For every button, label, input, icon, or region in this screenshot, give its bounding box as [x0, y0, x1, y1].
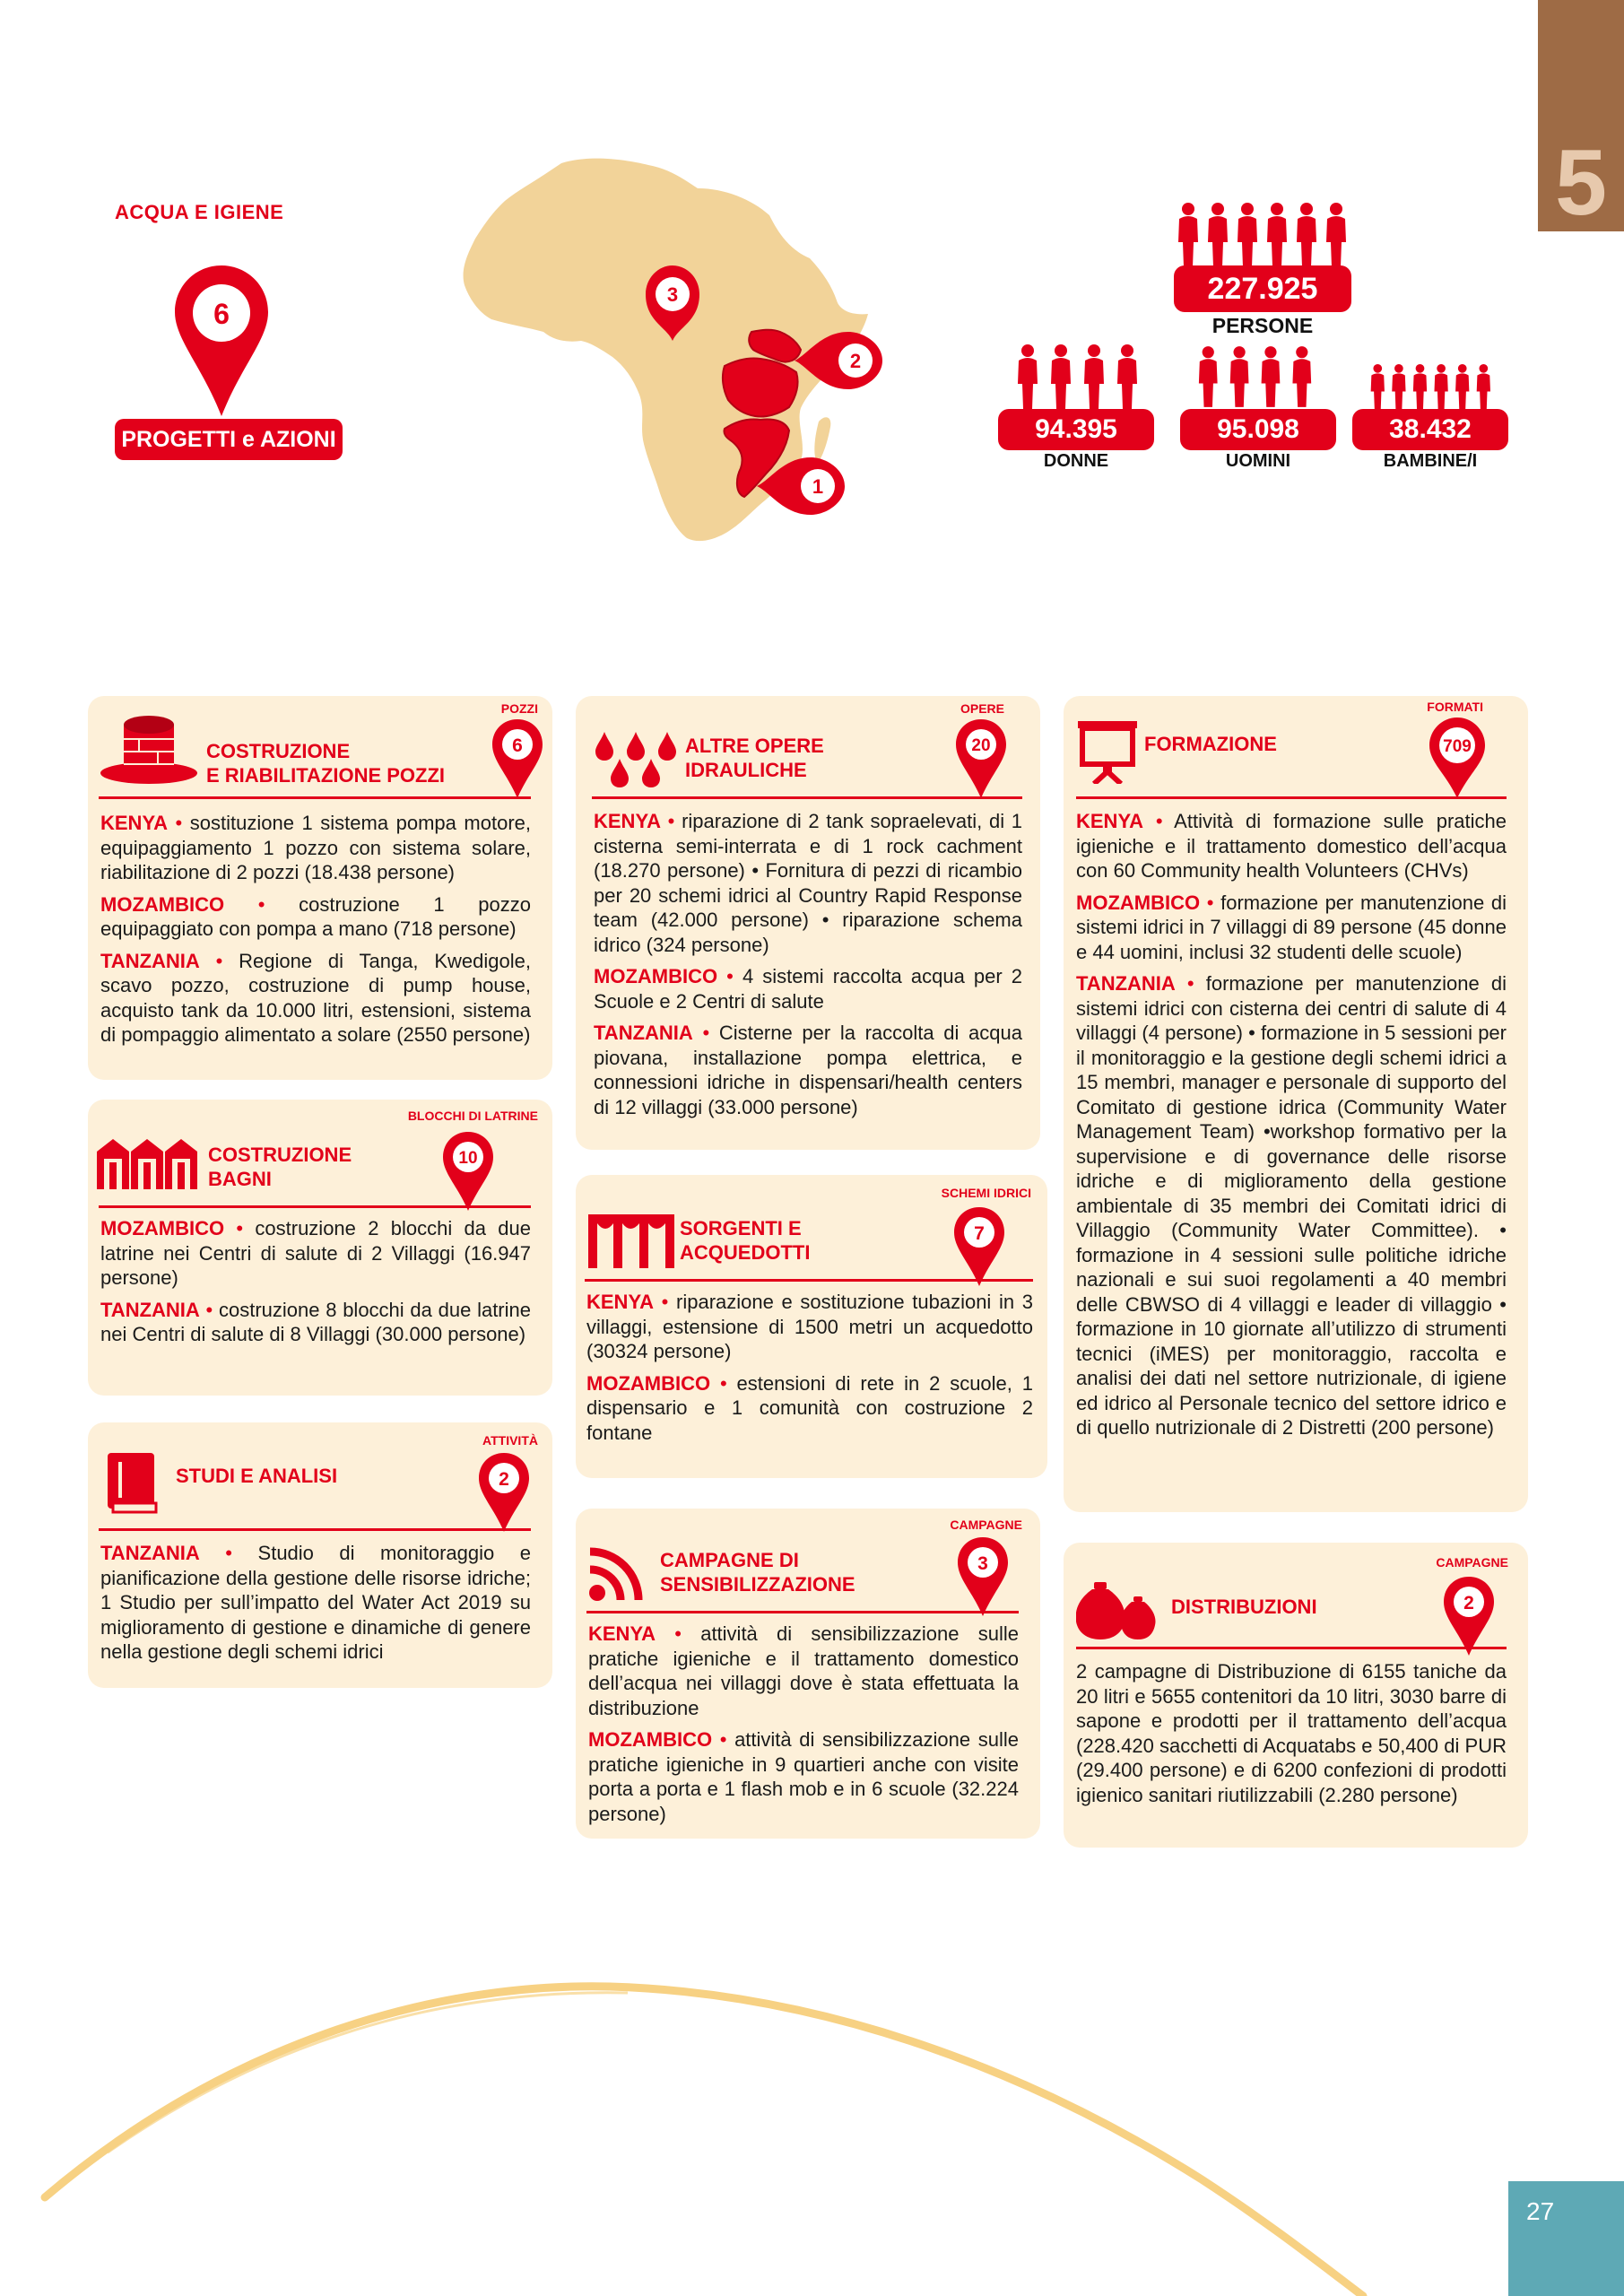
metric-value: 709 — [1443, 737, 1472, 756]
africa-map — [456, 152, 913, 547]
metric-value: 6 — [512, 735, 523, 756]
metric-pin-icon — [954, 1207, 1004, 1286]
metric-value: 2 — [1463, 1593, 1474, 1613]
entry-tanzania: TANZANIA • Studio di monitoraggio e pianificazione della gestione delle risorse idriche; 1 Studio per sull’impatto del Water Act 2019 su miglioramento di gestione e dinamiche di genere nella gestione degli schemi idrici — [100, 1542, 531, 1663]
card-title: CAMPAGNE DI — [660, 1549, 799, 1571]
entry-mozambico: MOZAMBICO • attività di sensibilizzazione sulle pratiche igieniche in 9 quartieri anche con visite porta a porta e 1 flash mob e in 6 scuole (32.224 persone) — [588, 1728, 1019, 1825]
well-icon — [99, 712, 199, 786]
men-label: UOMINI — [1225, 451, 1291, 471]
projects-count: 6 — [213, 298, 230, 330]
chapter-number: 5 — [1555, 131, 1607, 235]
entry-tanzania: TANZANIA • costruzione 8 blocchi da due latrine nei Centri di salute di 8 Villaggi (30.000 persone) — [100, 1298, 531, 1345]
card-title: E RIABILITAZIONE POZZI — [206, 764, 446, 787]
card-formazione — [1064, 696, 1528, 1512]
card-title: STUDI E ANALISI — [176, 1465, 338, 1487]
metric-label: FORMATI — [1427, 700, 1483, 714]
card-body — [1076, 809, 1507, 1448]
children-label: BAMBINE/I — [1383, 451, 1478, 471]
card-body — [100, 811, 531, 1055]
aqueduct-icon — [588, 1214, 674, 1268]
total-people-value: 227.925 — [1174, 265, 1351, 312]
entry-kenya: KENYA • sostituzione 1 sistema pompa motore, equipaggiamento 1 pozzo con sistema solare, riabilitazione di 2 pozzi (18.438 persone) — [100, 812, 531, 883]
metric-pin-icon — [443, 1132, 493, 1211]
metric-label: CAMPAGNE — [950, 1518, 1022, 1532]
card-title: DISTRIBUZIONI — [1171, 1596, 1317, 1618]
entry-tanzania: TANZANIA • Cisterne per la raccolta di acqua piovana, installazione pompa elettrica, e connessioni idriche in dispensari/health centers di 12 villaggi (33.000 persone) — [594, 1022, 1023, 1118]
card-title: IDRAULICHE — [685, 759, 807, 781]
card-distribuzioni — [1064, 1543, 1528, 1848]
metric-label: SCHEMI IDRICI — [941, 1186, 1031, 1200]
svg-text:3: 3 — [666, 283, 679, 306]
card-rule — [99, 1528, 531, 1531]
entry-tanzania: TANZANIA • Regione di Tanga, Kwedigole, scavo pozzo, costruzione di pump house, acquisto tank da 10.000 litri, estensioni, sistema di pompaggio alimentato a solare (2550 persone) — [100, 949, 531, 1046]
metric-pin-icon — [958, 1537, 1008, 1616]
entry-distribuzioni: 2 campagne di Distribuzione di 6155 taniche da 20 litri e 5655 contenitori da 10 litri, 3030 barre di sapone e prodotti per il trattamento dell’acqua (228.420 sacchetti di Acquatabs e 50,400 di PUR (29.400 persone) e di 6200 confezioni di prodotti igienico sanitari riutilizzabili (2.280 persone) — [1076, 1660, 1507, 1806]
metric-pin-icon — [1444, 1577, 1494, 1656]
card-title: SENSIBILIZZAZIONE — [660, 1573, 855, 1596]
card-body — [594, 809, 1022, 1126]
svg-text:1: 1 — [812, 475, 824, 498]
card-body — [100, 1216, 531, 1354]
card-rule — [585, 1279, 1033, 1282]
presentation-board-icon — [1078, 721, 1137, 784]
card-opere — [576, 696, 1040, 1150]
children-value: 38.432 — [1352, 409, 1508, 450]
card-pozzi — [88, 696, 552, 1080]
section-title: ACQUA E IGIENE — [115, 201, 284, 223]
metric-pin-icon — [479, 1453, 529, 1532]
metric-value: 10 — [458, 1149, 478, 1168]
metric-pin-icon — [1429, 718, 1485, 798]
children-icon — [1363, 364, 1499, 409]
metric-value: 3 — [977, 1553, 988, 1574]
card-studi — [88, 1422, 552, 1688]
card-body — [588, 1622, 1019, 1833]
chapter-tab — [1538, 0, 1624, 235]
metric-value: 7 — [974, 1223, 985, 1244]
entry-kenya: KENYA • riparazione di 2 tank sopraelevati, di 1 cisterna semi-interrata e di 1 rock cachment (18.270 persone) • Fornitura di pezzi di ricambio per 20 schemi idrici al Country Rapid Response team (42.000 persone) • riparazione schema idrico (324 persone) — [594, 810, 1022, 956]
card-body — [586, 1290, 1033, 1452]
metric-pin-icon — [956, 719, 1006, 798]
entry-kenya: KENYA • attività di sensibilizzazione sulle pratiche igieniche e il trattamento domestico dell’acqua nei villaggi dove è stata effettuata la distribuzione — [588, 1622, 1019, 1719]
card-title: ACQUEDOTTI — [680, 1241, 811, 1264]
people-total-icon — [1177, 203, 1349, 267]
metric-label: POZZI — [500, 701, 538, 716]
card-title: COSTRUZIONE — [208, 1144, 352, 1166]
card-rule — [1076, 796, 1507, 799]
broadcast-icon — [588, 1546, 644, 1602]
page-number: 27 — [1526, 2197, 1555, 2225]
card-body — [1076, 1659, 1507, 1814]
latrine-icon — [97, 1139, 197, 1189]
card-title: ALTRE OPERE — [685, 735, 824, 757]
card-title: BAGNI — [208, 1168, 272, 1190]
card-title: SORGENTI E — [680, 1217, 802, 1239]
card-body — [100, 1541, 531, 1672]
metric-pin-icon — [492, 719, 543, 798]
metric-label: ATTIVITÀ — [482, 1433, 538, 1448]
men-icon — [1197, 344, 1314, 409]
map-pin-icon — [175, 265, 268, 416]
book-icon — [108, 1453, 158, 1516]
metric-label: BLOCCHI DI LATRINE — [407, 1109, 538, 1123]
svg-text:2: 2 — [849, 350, 862, 372]
women-icon — [1016, 344, 1140, 409]
entry-mozambico: MOZAMBICO • 4 sistemi raccolta acqua per 2 Scuole e 2 Centri di salute — [594, 965, 1022, 1013]
decorative-arc — [0, 1883, 1624, 2296]
card-rule — [99, 796, 531, 799]
card-title: FORMAZIONE — [1144, 733, 1277, 755]
metric-label: CAMPAGNE — [1436, 1555, 1508, 1570]
card-campagne — [576, 1509, 1040, 1839]
card-title: COSTRUZIONE — [206, 740, 351, 762]
entry-tanzania: TANZANIA • formazione per manutenzione di sistemi idrici con cisterna dei centri di salute di 4 villaggi (4 persone) • formazione in 5 sessioni per il monitoraggio e la gestione degli schemi idrici a 15 membri, manager e personale di supporto del Comitato di gestione idrica (Community Water Management Team) •workshop formativo per la supervisione e di governance delle risorse idriche e di miglioramento della gestione ambientale di 35 membri dei Comitati idrici di Villaggio (Community Water Committee). • formazione in 4 sessioni sulle politiche idriche nazionali e sui suoi regolamenti a 40 membri delle CBWSO di 4 villaggi e leader di villaggio • formazione in 10 giornate all’utilizzo di strumenti tecnici (iMES) per monitoraggio, raccolta e analisi dei dati nel settore nutrizionale, di igiene ed idrico al Personale tecnico del settore idrico e di quello nutrizionale di 2 Distretti (200 persone) — [1076, 972, 1507, 1439]
total-people-label: PERSONE — [1211, 314, 1314, 337]
water-drops-icon — [595, 732, 676, 789]
card-rule — [592, 796, 1022, 799]
women-label: DONNE — [1043, 451, 1109, 471]
card-sorgenti — [576, 1175, 1047, 1478]
metric-label: OPERE — [960, 701, 1004, 716]
women-value: 94.395 — [998, 409, 1154, 450]
men-value: 95.098 — [1180, 409, 1336, 450]
entry-mozambico: MOZAMBICO • estensioni di rete in 2 scuole, 1 dispensario e 1 comunità con costruzione 2 fontane — [586, 1371, 1033, 1444]
card-rule — [99, 1205, 531, 1208]
metric-value: 20 — [971, 736, 991, 755]
card-rule — [586, 1611, 1019, 1613]
entry-mozambico: MOZAMBICO • costruzione 1 pozzo equipaggiato con pompa a mano (718 persone) — [100, 892, 531, 940]
card-rule — [1076, 1647, 1507, 1649]
card-bagni — [88, 1100, 552, 1396]
entry-kenya: KENYA • Attività di formazione sulle pratiche igieniche e il trattamento domestico dell’acqua con 60 Community health Volunteers (CHVs) — [1076, 810, 1507, 882]
water-jars-icon — [1076, 1582, 1157, 1639]
entry-kenya: KENYA • riparazione e sostituzione tubazioni in 3 villaggi, estensione di 1500 metri un acquedotto (30324 persone) — [586, 1291, 1033, 1362]
metric-value: 2 — [499, 1469, 509, 1490]
projects-badge: PROGETTI e AZIONI — [115, 419, 343, 460]
entry-mozambico: MOZAMBICO • costruzione 2 blocchi da due latrine nei Centri di salute di 2 Villaggi (16.947 persone) — [100, 1217, 531, 1289]
entry-mozambico: MOZAMBICO • formazione per manutenzione di sistemi idrici in 7 villaggi di 89 persone (45 donne e 44 uomini, inclusi 32 studenti delle scuole) — [1076, 891, 1507, 963]
